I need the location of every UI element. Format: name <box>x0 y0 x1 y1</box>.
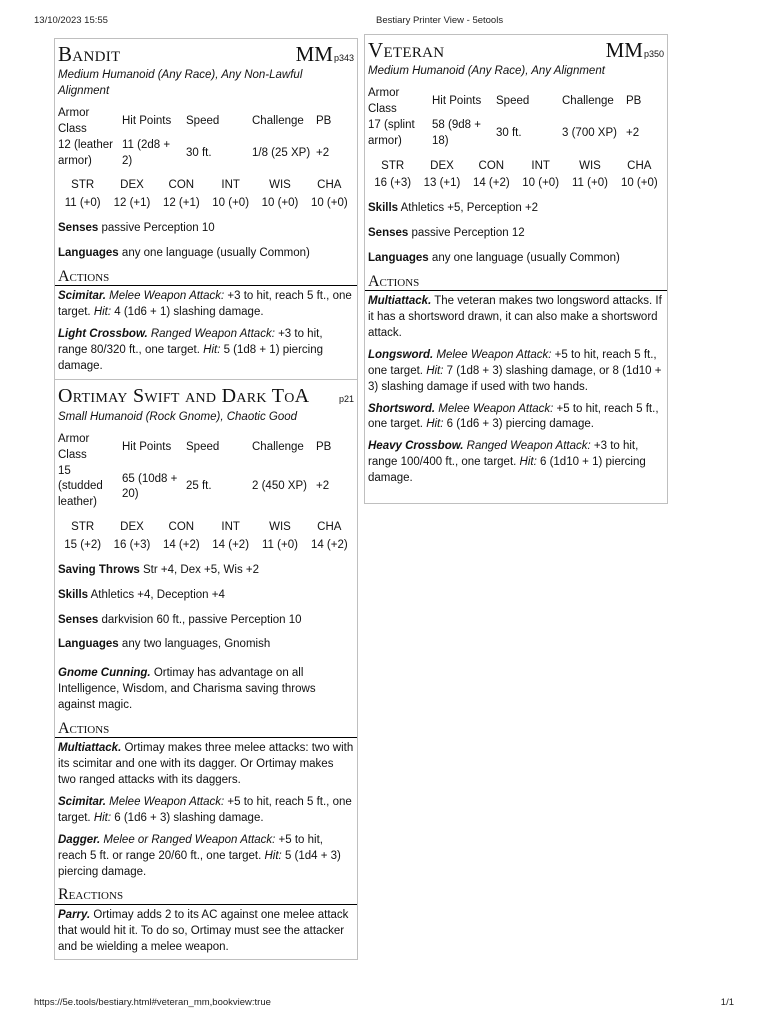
action-light-crossbow <box>58 327 354 375</box>
attack-type: Ranged Weapon Attack: <box>466 440 591 453</box>
saving-throws-line <box>58 563 354 579</box>
print-page-title: Bestiary Printer View - 5etools <box>376 15 504 26</box>
source-reference <box>338 382 354 408</box>
label-challenge: Challenge <box>252 440 304 453</box>
label-int: INT <box>221 521 240 534</box>
hit-label: Hit: <box>93 306 112 319</box>
source-book: MM <box>295 42 333 66</box>
languages-value: any one language (usually Common) <box>431 251 620 264</box>
label-con: CON <box>478 159 505 172</box>
languages-line <box>368 251 664 267</box>
creature-name: Ortimay Swift and Dark ToA <box>58 385 310 407</box>
speed-value: 30 ft. <box>186 146 212 159</box>
challenge-value: 3 (700 XP) <box>562 126 617 139</box>
int-value: 10 (+0) <box>522 177 560 190</box>
label-dex: DEX <box>120 521 144 534</box>
creature-type: Medium Humanoid (Any Race), Any Alignment <box>368 65 605 78</box>
action-text: Ortimay makes three melee attacks: two with its scimitar and one with its dagger. Or Ortimay makes two ranged attacks with its daggers. <box>58 742 354 787</box>
armor-class-value: 15 (studded leather) <box>58 464 103 509</box>
source-page: p350 <box>643 49 664 59</box>
source-reference <box>606 37 664 63</box>
label-speed: Speed <box>186 440 220 453</box>
ability-scores <box>368 158 664 194</box>
languages-value: any two languages, Gnomish <box>121 638 271 651</box>
action-multiattack <box>58 741 354 789</box>
attack-details: +5 to hit, reach 5 ft. or range 20/60 ft., one target. <box>58 833 323 862</box>
label-cha: CHA <box>317 521 342 534</box>
con-value: 12 (+1) <box>162 197 200 210</box>
label-wis: WIS <box>269 179 291 192</box>
action-dagger <box>58 833 354 881</box>
trait-text: Ortimay has advantage on all Intelligence, Wisdom, and Charisma saving throws against magic. <box>58 667 316 712</box>
label-armor-class: Armor Class <box>368 87 400 115</box>
senses-value: passive Perception 10 <box>101 222 215 235</box>
hit-label: Hit: <box>203 344 221 357</box>
ability-scores <box>58 519 354 555</box>
action-scimitar <box>58 289 354 321</box>
challenge-value: 2 (450 XP) <box>252 480 307 493</box>
action-name: Dagger. <box>58 833 101 846</box>
statblock-veteran <box>364 34 668 504</box>
label-hit-points: Hit Points <box>432 95 482 108</box>
attack-type: Ranged Weapon Attack: <box>150 328 275 341</box>
senses-label: Senses <box>58 222 99 235</box>
str-value: 16 (+3) <box>374 177 412 190</box>
senses-label: Senses <box>368 227 409 240</box>
reaction-text: Ortimay adds 2 to its AC against one melee attack that would hit it. To do so, Ortimay must see the attacker and be wielding a melee weapon. <box>58 908 349 953</box>
skills-value: Athletics +4, Deception +4 <box>90 588 225 601</box>
action-name: Shortsword. <box>368 402 436 415</box>
creature-type: Small Humanoid (Rock Gnome), Chaotic Good <box>58 411 298 423</box>
action-name: Heavy Crossbow. <box>368 440 464 453</box>
label-str: STR <box>381 159 405 172</box>
print-page-number: 1/1 <box>720 997 734 1008</box>
label-wis: WIS <box>269 521 291 534</box>
wis-value: 11 (+0) <box>262 539 298 552</box>
actions-heading: Actions <box>365 273 667 292</box>
senses-value: passive Perception 12 <box>411 227 525 240</box>
label-challenge: Challenge <box>252 114 304 127</box>
hit-points-value: 58 (9d8 + 18) <box>432 118 481 147</box>
damage-text: 5 (1d8 + 1) piercing damage. <box>58 344 323 372</box>
summary-table <box>368 86 645 149</box>
dex-value: 12 (+1) <box>113 197 151 210</box>
languages-label: Languages <box>58 638 119 651</box>
action-name: Multiattack. <box>58 742 122 755</box>
action-longsword <box>368 348 664 396</box>
source-reference <box>296 41 354 67</box>
action-name: Scimitar. <box>58 290 106 303</box>
reaction-name: Parry. <box>58 908 91 921</box>
skills-line <box>368 201 664 217</box>
label-armor-class: Armor Class <box>58 106 90 135</box>
hit-label: Hit: <box>426 418 444 431</box>
trait-name: Gnome Cunning. <box>58 667 151 680</box>
con-value: 14 (+2) <box>162 539 200 552</box>
damage-text: 6 (1d10 + 1) piercing damage. <box>368 456 646 485</box>
senses-value: darkvision 60 ft., passive Perception 10 <box>101 613 302 626</box>
action-name: Multiattack. <box>368 295 432 308</box>
skills-value: Athletics +5, Perception +2 <box>400 202 539 215</box>
wis-value: 10 (+0) <box>261 197 299 210</box>
creature-name: Bandit <box>58 42 121 66</box>
action-name: Longsword. <box>368 349 434 362</box>
languages-label: Languages <box>368 251 429 264</box>
armor-class-value: 17 (splint armor) <box>368 118 415 147</box>
summary-table <box>58 106 335 169</box>
attack-type: Melee Weapon Attack: <box>438 402 554 415</box>
attack-details: +5 to hit, reach 5 ft., one target. <box>368 349 657 377</box>
attack-details: +3 to hit, range 100/400 ft., one target. <box>368 440 639 469</box>
languages-line <box>58 637 354 653</box>
label-speed: Speed <box>496 95 530 108</box>
cha-value: 10 (+0) <box>310 197 348 210</box>
attack-type: Melee or Ranged Weapon Attack: <box>103 833 276 846</box>
damage-text: 4 (1d6 + 1) slashing damage. <box>111 306 264 319</box>
senses-line <box>58 221 354 237</box>
label-pb: PB <box>626 95 642 108</box>
label-hit-points: Hit Points <box>122 440 172 453</box>
armor-class-value: 12 (leather armor) <box>58 138 113 167</box>
speed-value: 25 ft. <box>186 480 212 493</box>
pb-value: +2 <box>626 126 640 139</box>
damage-text: 6 (1d6 + 3) piercing damage. <box>443 418 594 431</box>
label-cha: CHA <box>317 179 342 192</box>
hit-label: Hit: <box>426 364 444 377</box>
cha-value: 14 (+2) <box>310 539 348 552</box>
saving-throws-label: Saving Throws <box>58 563 140 576</box>
damage-text: 7 (1d8 + 3) slashing damage, or 8 (1d10 + 3) slashing damage if used with two hands. <box>368 364 662 393</box>
label-cha: CHA <box>627 159 652 172</box>
attack-details: +3 to hit, reach 5 ft., one target. <box>58 290 352 319</box>
print-url: https://5e.tools/bestiary.html#veteran_mm,bookview:true <box>34 997 271 1008</box>
int-value: 14 (+2) <box>212 539 250 552</box>
label-con: CON <box>168 179 195 192</box>
ability-scores <box>58 177 354 213</box>
damage-text: 6 (1d6 + 3) slashing damage. <box>111 811 264 824</box>
label-pb: PB <box>316 440 332 453</box>
attack-details: +5 to hit, reach 5 ft., one target. <box>58 796 352 824</box>
languages-label: Languages <box>58 246 119 259</box>
label-hit-points: Hit Points <box>122 114 172 127</box>
str-value: 15 (+2) <box>64 539 102 552</box>
reaction-parry <box>58 908 354 956</box>
languages-line <box>58 246 354 262</box>
label-pb: PB <box>316 114 332 127</box>
skills-label: Skills <box>368 202 399 215</box>
label-str: STR <box>71 179 95 192</box>
label-int: INT <box>531 159 550 172</box>
source-book: MM <box>605 38 643 62</box>
label-armor-class: Armor Class <box>58 432 90 461</box>
action-scimitar <box>58 795 354 827</box>
dex-value: 13 (+1) <box>423 177 461 190</box>
senses-line <box>368 226 664 242</box>
attack-details: +5 to hit, reach 5 ft., one target. <box>368 402 659 431</box>
label-int: INT <box>221 179 240 192</box>
challenge-value: 1/8 (25 XP) <box>252 146 311 159</box>
actions-heading: Actions <box>55 268 357 287</box>
attack-type: Melee Weapon Attack: <box>109 290 225 303</box>
trait-gnome-cunning <box>58 666 354 714</box>
attack-details: +3 to hit, range 80/320 ft., one target. <box>58 328 323 357</box>
reactions-heading: Reactions <box>55 886 357 905</box>
creature-name: Veteran <box>368 38 445 62</box>
attack-type: Melee Weapon Attack: <box>109 796 225 809</box>
label-wis: WIS <box>579 159 601 172</box>
statblock-ortimay <box>54 380 358 960</box>
label-dex: DEX <box>430 159 454 172</box>
int-value: 10 (+0) <box>212 197 250 210</box>
action-name: Light Crossbow. <box>58 328 148 341</box>
action-name: Scimitar. <box>58 796 106 809</box>
languages-value: any one language (usually Common) <box>121 246 310 259</box>
actions-heading: Actions <box>55 720 357 739</box>
statblock-bandit <box>54 38 358 380</box>
hit-points-value: 65 (10d8 + 20) <box>122 472 178 501</box>
skills-line <box>58 588 354 604</box>
action-multiattack <box>368 294 664 342</box>
creature-type: Medium Humanoid (Any Race), Any Non-Lawful Alignment <box>58 69 303 98</box>
attack-type: Melee Weapon Attack: <box>436 349 552 362</box>
cha-value: 10 (+0) <box>620 177 658 190</box>
senses-line <box>58 613 354 629</box>
action-text: The veteran makes two longsword attacks. If it has a shortsword drawn, it can also make a shortsword attack. <box>368 295 662 340</box>
hit-label: Hit: <box>264 849 282 862</box>
label-dex: DEX <box>120 179 144 192</box>
pb-value: +2 <box>316 480 330 493</box>
wis-value: 11 (+0) <box>572 177 608 190</box>
str-value: 11 (+0) <box>64 197 101 210</box>
speed-value: 30 ft. <box>496 126 522 139</box>
source-page: p343 <box>333 53 354 63</box>
label-str: STR <box>71 521 95 534</box>
source-page: p21 <box>338 394 354 404</box>
dex-value: 16 (+3) <box>113 539 151 552</box>
summary-table <box>58 432 335 511</box>
hit-points-value: 11 (2d8 + 2) <box>122 138 171 167</box>
pb-value: +2 <box>316 146 330 159</box>
damage-text: 5 (1d4 + 3) piercing damage. <box>58 849 341 878</box>
con-value: 14 (+2) <box>472 177 510 190</box>
action-heavy-crossbow <box>368 439 664 487</box>
saving-throws-value: Str +4, Dex +5, Wis +2 <box>143 563 260 576</box>
label-con: CON <box>168 521 195 534</box>
senses-label: Senses <box>58 613 99 626</box>
skills-label: Skills <box>58 588 89 601</box>
print-datetime: 13/10/2023 15:55 <box>34 15 108 26</box>
hit-label: Hit: <box>519 456 537 469</box>
hit-label: Hit: <box>93 811 112 824</box>
action-shortsword <box>368 402 664 434</box>
label-challenge: Challenge <box>562 95 614 108</box>
label-speed: Speed <box>186 114 220 127</box>
